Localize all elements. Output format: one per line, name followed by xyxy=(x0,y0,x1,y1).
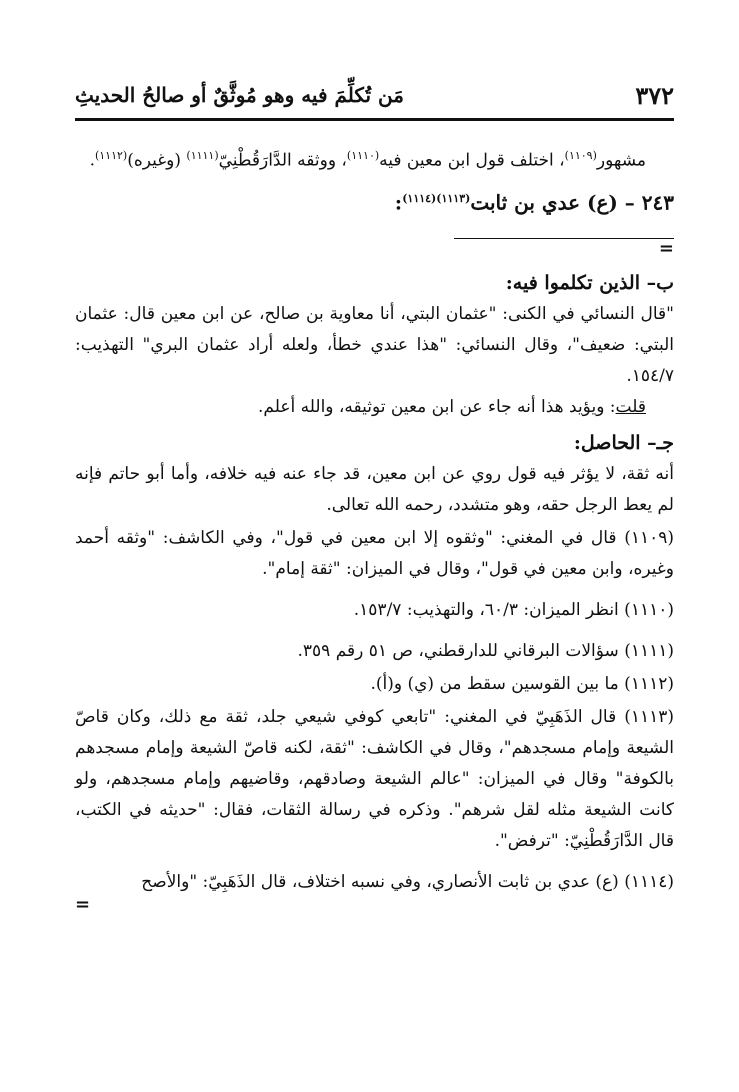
page-body xyxy=(75,140,674,916)
footnote-1114: (١١١٤) (ع) عدي بن ثابت الأنصاري، وفي نسبه اختلاف، قال الذَهَبِيّ: "والأصح xyxy=(141,872,674,893)
qult-paragraph xyxy=(75,392,674,423)
header-rule xyxy=(75,118,674,121)
page-number: ٣٧٢ xyxy=(635,80,674,110)
page-header xyxy=(75,78,674,112)
section-c-heading: جـ– الحاصل: xyxy=(573,432,674,455)
qult-text: : ويؤيد هذا أنه جاء عن ابن معين توثيقه، والله أعلم. xyxy=(258,397,616,418)
section-b-text: "قال النسائي في الكنى: "عثمان البتي، أنا معاوية بن صالح، عن ابن معين قال: عثمان البتي: ضعيف"، وقال النسائي: "هذا عندي خطأ، ولعله أراد عثمان البري" التهذيب: ١٥٤/٧. xyxy=(75,304,674,387)
section-c-text: أنه ثقة، لا يؤثر فيه قول روي عن ابن معين، قد جاء عنه فيه خلافه، وأما أبو حاتم فإنه لم يعط الرجل حقه، وهو متشدد، رحمه الله تعالى. xyxy=(75,464,674,516)
continuation-mark-bottom: = xyxy=(75,894,91,916)
running-title: مَن تُكلِّمَ فيه وهو مُوثَّقٌ أو صالحُ الحديثِ xyxy=(75,83,404,107)
footnote-ref-1109: (١١٠٩) xyxy=(564,149,597,162)
intro-text-2: ، اختلف قول ابن معين فيه xyxy=(379,150,565,171)
entry-heading xyxy=(75,181,674,221)
footnote-ref-1110: (١١١٠) xyxy=(346,149,380,162)
intro-text-4: (وغيره) xyxy=(127,150,181,171)
continuation-mark-top: = xyxy=(658,238,674,260)
intro-text-3: ، ووثقه الدَّارَقُطْنِيّ xyxy=(218,150,347,171)
footnote-ref-1111: (١١١١) xyxy=(186,149,219,162)
section-b-heading: ب– الذين تكلموا فيه: xyxy=(505,272,674,295)
entry-title: ٢٤٣ – (ع) عدي بن ثابت xyxy=(470,190,674,215)
footnote-1109: (١١٠٩) قال في المغني: "وثقوه إلا ابن معين في قول"، وفي الكاشف: "وثقه أحمد وغيره، وابن معين في قول"، وقال في الميزان: "ثقة إمام". xyxy=(75,528,674,580)
footnote-1113: (١١١٣) قال الذَهَبِيّ في المغني: "تابعي كوفي شيعي جلد، ثقة مع ذلك، وكان قاصّ الشيعة وإمام مسجدهم"، وقال في الكاشف: "ثقة، لكنه قاصّ الشيعة وإمام مسجدهم بالكوفة" وقال في الميزان: "عالم الشيعة وصادقهم، وقاضيهم وإمام مسجدهم، ولو كانت الشيعة مثله لقل شرهم". وذكره في رسالة الثقات، فقال: "حديثه في الكتب، قال الدَّارَقُطْنِيّ: "ترفض". xyxy=(75,707,674,852)
intro-text-5: . xyxy=(89,150,95,171)
intro-text-1: مشهور xyxy=(596,150,646,171)
entry-colon: : xyxy=(394,190,403,215)
qult-label: قلت xyxy=(615,397,646,418)
footnote-ref-1112: (١١١٢) xyxy=(94,149,128,162)
footnote-1112: (١١١٢) ما بين القوسين سقط من (ي) و(أ). xyxy=(370,674,674,695)
footnote-ref-1113: (١١١٣) xyxy=(436,191,471,205)
footnote-1110: (١١١٠) انظر الميزان: ٦٠/٣، والتهذيب: ١٥٣/٧. xyxy=(353,600,674,621)
footnote-ref-1114: (١١١٤) xyxy=(402,191,437,205)
footnote-1111: (١١١١) سؤالات البرقاني للدارقطني، ص ٥١ رقم ٣٥٩. xyxy=(297,641,674,662)
paragraph-intro xyxy=(75,140,674,177)
